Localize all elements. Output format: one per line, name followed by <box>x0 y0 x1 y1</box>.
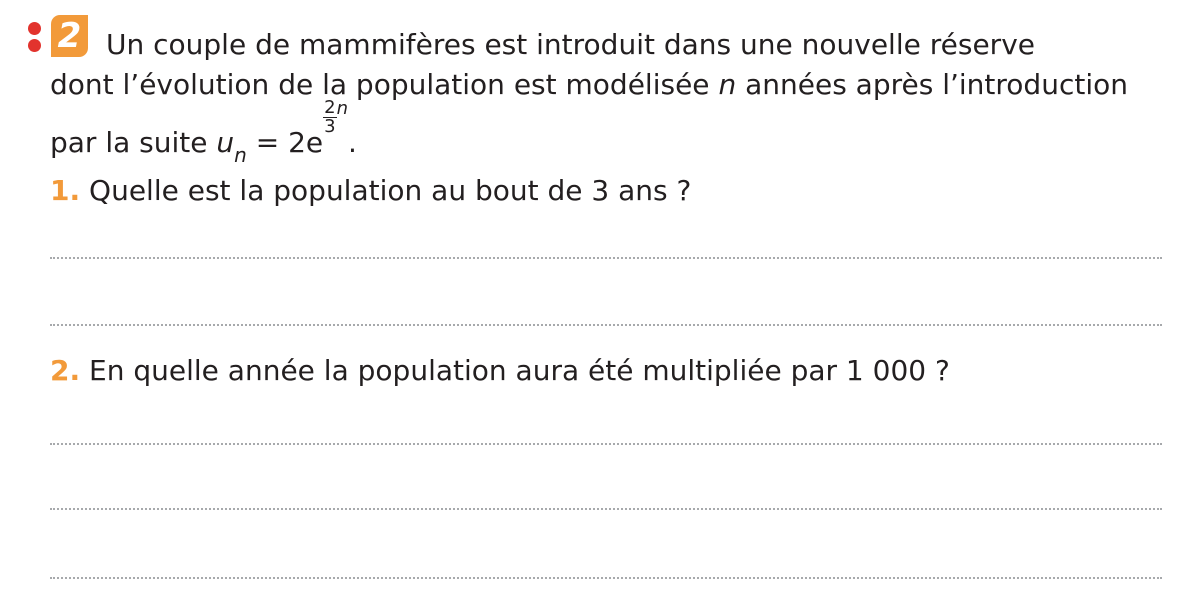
formula-sequence: u <box>216 126 235 159</box>
intro-variable-n: n <box>718 68 737 101</box>
question-1-text: Quelle est la population au bout de 3 ans ? <box>89 174 692 207</box>
dot-bottom <box>28 39 41 52</box>
exponent-variable: n <box>336 98 349 119</box>
answer-line-5[interactable] <box>50 577 1162 579</box>
formula-exponent <box>323 96 349 137</box>
exercise-number: 2 <box>51 15 88 57</box>
question-2-text: En quelle année la population aura été multipliée par 1 000 ? <box>89 354 950 387</box>
colon-dots-icon <box>23 17 43 57</box>
intro-line-3-text: par la suite <box>50 126 217 159</box>
answer-line-4[interactable] <box>50 508 1162 510</box>
fraction-numerator: 2 <box>324 96 336 118</box>
question-1-number: 1. <box>50 174 81 207</box>
formula-end: . <box>348 126 357 159</box>
fraction-denominator: 3 <box>324 115 336 137</box>
intro-line-2-end: années après l’introduction <box>736 68 1128 101</box>
question-1 <box>50 174 691 208</box>
exercise-badge <box>23 15 101 55</box>
formula-subscript: n <box>234 143 247 167</box>
answer-line-1[interactable] <box>50 257 1162 259</box>
formula-equals: = 2e <box>246 126 324 159</box>
question-2-number: 2. <box>50 354 81 387</box>
intro-line-3 <box>50 96 357 167</box>
intro-line-1: Un couple de mammifères est introduit dans une nouvelle réserve <box>106 28 1035 61</box>
exponent-fraction <box>323 96 336 137</box>
answer-line-3[interactable] <box>50 443 1162 445</box>
answer-line-2[interactable] <box>50 324 1162 326</box>
intro-line-2 <box>50 68 1128 102</box>
intro-line-2-start: dont l’évolution de la population est modélisée <box>50 68 719 101</box>
dot-top <box>28 22 41 35</box>
question-2 <box>50 354 950 388</box>
